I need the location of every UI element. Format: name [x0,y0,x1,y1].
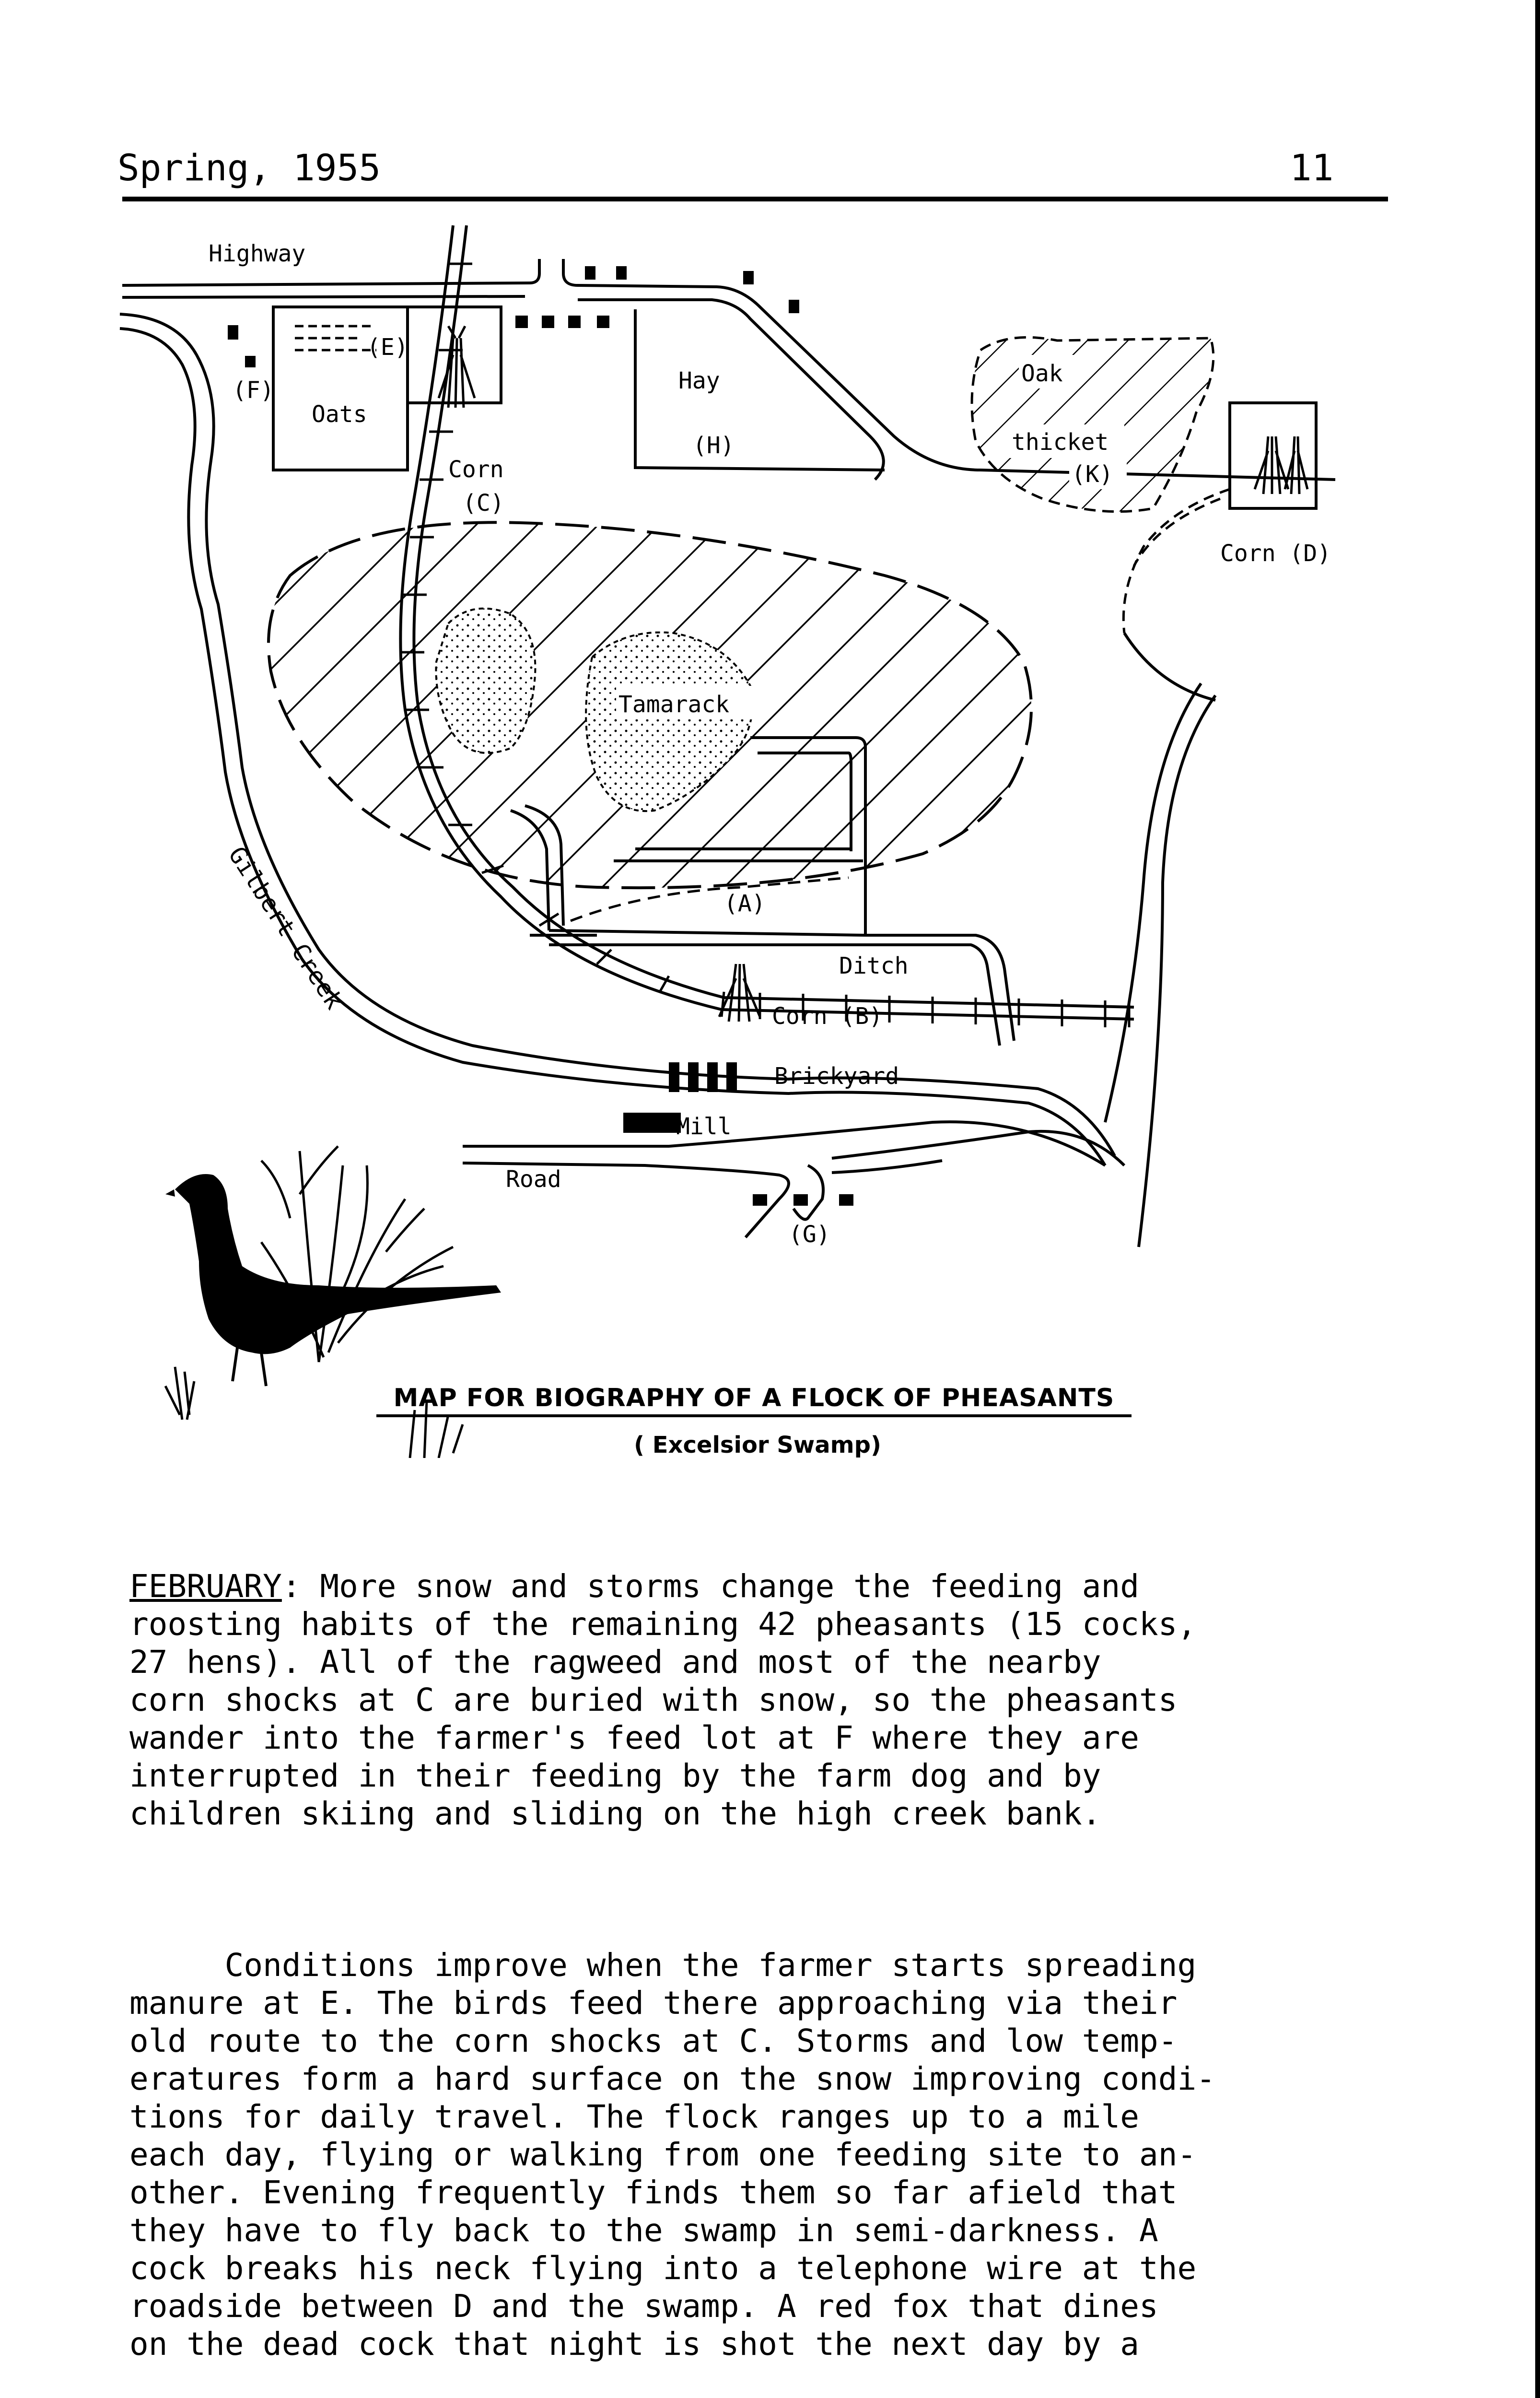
text-line: wander into the farmer's feed lot at F where they are [129,1719,1139,1756]
paragraph-february [129,1567,1405,1833]
oak-label: Oak [1021,360,1063,387]
text-line: eratures form a hard surface on the snow improving condi- [129,2060,1215,2097]
buildings-g [753,1194,853,1206]
county-road [1105,633,1215,1247]
swamp-map [117,211,1393,1458]
map-title: MAP FOR BIOGRAPHY OF A FLOCK OF PHEASANTS [376,1384,1132,1417]
label-g: (G) [789,1221,830,1248]
article-body [129,1492,1405,2398]
text-line: tions for daily travel. The flock ranges up to a mile [129,2098,1139,2135]
brickyard-buildings [669,1062,737,1092]
corn-shock-icon [1255,436,1307,494]
text-line: Conditions improve when the farmer starts spreading [129,1947,1197,1984]
corn-shock-icon [719,964,760,1022]
corn-d-label: Corn (D) [1220,540,1331,567]
building [245,356,256,367]
hay-label: Hay [678,367,720,394]
text-line: children skiing and sliding on the high creek bank. [129,1795,1101,1832]
text-line: roadside between D and the swamp. A red fox that dines [129,2288,1158,2325]
paragraph-conditions [129,1946,1405,2363]
thicket-label: thicket [1012,429,1109,456]
building [228,325,238,340]
text-line: each day, flying or walking from one feeding site to an- [129,2136,1197,2173]
tamarack-label: Tamarack [618,691,730,718]
field-e-dashes [295,326,376,350]
text-line: 27 hens). All of the ragweed and most of the nearby [129,1644,1101,1681]
label-k: (K) [1072,461,1113,488]
label-e: (E) [367,334,408,361]
text-line: roosting habits of the remaining 42 pheasants (15 cocks, [129,1606,1197,1643]
text-line: they have to fly back to the swamp in semi-darkness. A [129,2212,1158,2249]
text-line: interrupted in their feeding by the farm dog and by [129,1757,1101,1794]
oats-label: Oats [312,401,367,428]
highway-label: Highway [209,240,306,267]
month-heading: FEBRUARY [129,1568,282,1605]
map-subtitle: ( Excelsior Swamp) [634,1432,881,1458]
label-f: (F) [233,377,274,404]
corn-b-label: Corn (B) [772,1003,883,1030]
text-line: cock breaks his neck flying into a telephone wire at the [129,2250,1197,2287]
road-label: Road [506,1166,561,1193]
buildings-north [515,266,799,328]
text-line: on the dead cock that night is shot the next day by a [129,2326,1139,2363]
text-line: old route to the corn shocks at C. Storms and low temp- [129,2022,1178,2059]
label-c: (C) [463,490,504,517]
oats-field [273,307,408,470]
header-title: Spring, 1955 [117,146,381,189]
road [463,1122,1124,1237]
brickyard-label: Brickyard [774,1063,899,1090]
text-line: other. Evening frequently finds them so far afield that [129,2174,1178,2211]
mill-building [623,1113,681,1133]
label-a: (A) [724,890,766,917]
text-line: : More snow and storms change the feeding and [281,1568,1139,1605]
mill-label: Mill [676,1113,732,1140]
corn-c-label: Corn [448,456,504,483]
text-line: corn shocks at C are buried with snow, so the pheasants [129,1681,1178,1718]
page-number: 11 [1290,146,1334,189]
gilbert-creek-label: Gilbert Creek [222,841,349,1014]
text-line: manure at E. The birds feed there approaching via their [129,1985,1178,2022]
label-h: (H) [693,432,735,459]
ditch-label: Ditch [839,952,909,979]
